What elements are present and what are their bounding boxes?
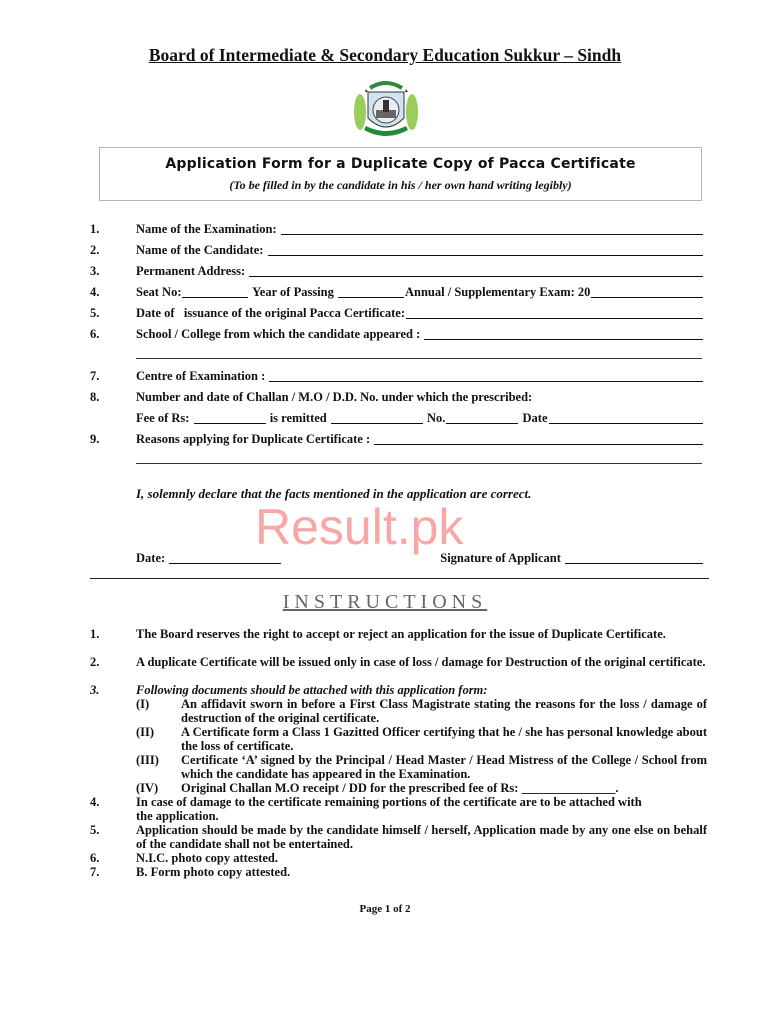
field-label: Fee of Rs:	[136, 411, 193, 425]
field-centre-of-examination	[90, 368, 704, 384]
field-label: Number and date of Challan / M.O / D.D. No. under which the prescribed:	[136, 390, 533, 404]
signature-input[interactable]	[565, 552, 703, 564]
instruction-sub-item: (III) Certificate ‘A’ signed by the Principal / Head Master / Head Mistress of the College / School from which the candidate has appeared in the Examination.	[136, 753, 707, 781]
form-title: Application Form for a Duplicate Copy of Pacca Certificate	[165, 156, 636, 172]
field-number: 5.	[90, 306, 100, 320]
field-number: 9.	[90, 432, 100, 446]
field-label: Permanent Address:	[136, 264, 249, 278]
instruction-sub-item: (II) A Certificate form a Class 1 Gazitted Officer certifying that he / she has personal knowledge about the loss of certificate.	[136, 725, 707, 753]
watermark: Result.pk	[255, 499, 464, 555]
challan-no-input[interactable]	[446, 412, 518, 424]
reasons-input[interactable]	[374, 433, 703, 445]
field-label: Date	[519, 411, 548, 425]
field-label: Name of the Candidate:	[136, 243, 267, 257]
field-label: Reasons applying for Duplicate Certificate :	[136, 432, 374, 446]
candidate-name-input[interactable]	[268, 244, 703, 256]
signature-row	[136, 550, 704, 566]
instruction-item: 3. Following documents should be attached with this application form:	[90, 683, 488, 697]
board-logo-icon	[350, 78, 422, 144]
field-label: No.	[423, 411, 446, 425]
issuance-date-input[interactable]	[406, 307, 703, 319]
field-label: Annual / Supplementary Exam: 20	[404, 285, 591, 299]
school-college-input-line-2[interactable]	[136, 358, 702, 359]
field-reasons	[90, 431, 704, 447]
instruction-item: 1. The Board reserves the right to accept or reject an application for the issue of Duplicate Certificate.	[90, 627, 666, 641]
field-challan-details	[90, 410, 704, 426]
field-number: 2.	[90, 243, 100, 257]
field-challan	[90, 389, 704, 405]
instruction-item: 6. N.I.C. photo copy attested.	[90, 851, 279, 865]
form-subtitle: (To be filled in by the candidate in his / her own hand writing legibly)	[229, 178, 572, 192]
instruction-item: 2. A duplicate Certificate will be issued only in case of loss / damage for Destruction of the original certificate.	[90, 655, 706, 669]
instruction-sub-item: (I) An affidavit sworn in before a First Class Magistrate stating the reasons for the loss / damage of destruction of the original certificate.	[136, 697, 707, 725]
field-candidate-name	[90, 242, 704, 258]
field-number: 7.	[90, 369, 100, 383]
field-number: 1.	[90, 222, 100, 236]
fee-amount-input[interactable]	[194, 412, 266, 424]
signature-label: Signature of Applicant	[440, 551, 564, 565]
exam-year-input[interactable]	[591, 286, 703, 298]
challan-date-input[interactable]	[549, 412, 703, 424]
section-divider	[90, 578, 709, 579]
seat-no-input[interactable]	[182, 286, 248, 298]
field-label: is remitted	[266, 411, 330, 425]
year-of-passing-input[interactable]	[338, 286, 404, 298]
field-label: Name of the Examination:	[136, 222, 280, 236]
school-college-input[interactable]	[424, 328, 703, 340]
field-label: Year of Passing	[249, 285, 337, 299]
declaration-text: I, solemnly declare that the facts mentioned in the application are correct.	[136, 486, 532, 501]
instruction-item: 4. In case of damage to the certificate remaining portions of the certificate are to be attached with the application.	[90, 795, 642, 823]
field-permanent-address	[90, 263, 704, 279]
form-title-box	[99, 147, 702, 201]
field-examination-name	[90, 221, 704, 237]
field-seat-year-exam	[90, 284, 704, 300]
board-title: Board of Intermediate & Secondary Education Sukkur – Sindh	[148, 45, 622, 65]
examination-name-input[interactable]	[281, 223, 703, 235]
field-label: Centre of Examination :	[136, 369, 269, 383]
field-number: 4.	[90, 285, 100, 299]
permanent-address-input[interactable]	[249, 265, 703, 277]
instruction-item: 7. B. Form photo copy attested.	[90, 865, 291, 879]
instruction-item: 5. Application should be made by the candidate himself / herself, Application made by any one else on behalf of the candidate shall not be entertained.	[90, 823, 707, 851]
field-school-college	[90, 326, 704, 342]
instructions-heading: INSTRUCTIONS	[282, 591, 488, 613]
reasons-input-line-2[interactable]	[136, 463, 702, 464]
date-input[interactable]	[169, 552, 281, 564]
instruction-sub-item: (IV) Original Challan M.O receipt / DD for the prescribed fee of Rs: _______________.	[136, 781, 619, 795]
remitted-input[interactable]	[331, 412, 423, 424]
page-number: Page 1 of 2	[359, 903, 411, 915]
centre-of-examination-input[interactable]	[269, 370, 703, 382]
field-label: School / College from which the candidate appeared :	[136, 327, 424, 341]
field-number: 8.	[90, 390, 100, 404]
field-number: 3.	[90, 264, 100, 278]
field-issuance-date	[90, 305, 704, 321]
field-label: Seat No:	[136, 285, 182, 299]
date-label: Date:	[136, 551, 169, 565]
field-number: 6.	[90, 327, 100, 341]
field-label: Date of issuance of the original Pacca Certificate:	[136, 306, 406, 320]
